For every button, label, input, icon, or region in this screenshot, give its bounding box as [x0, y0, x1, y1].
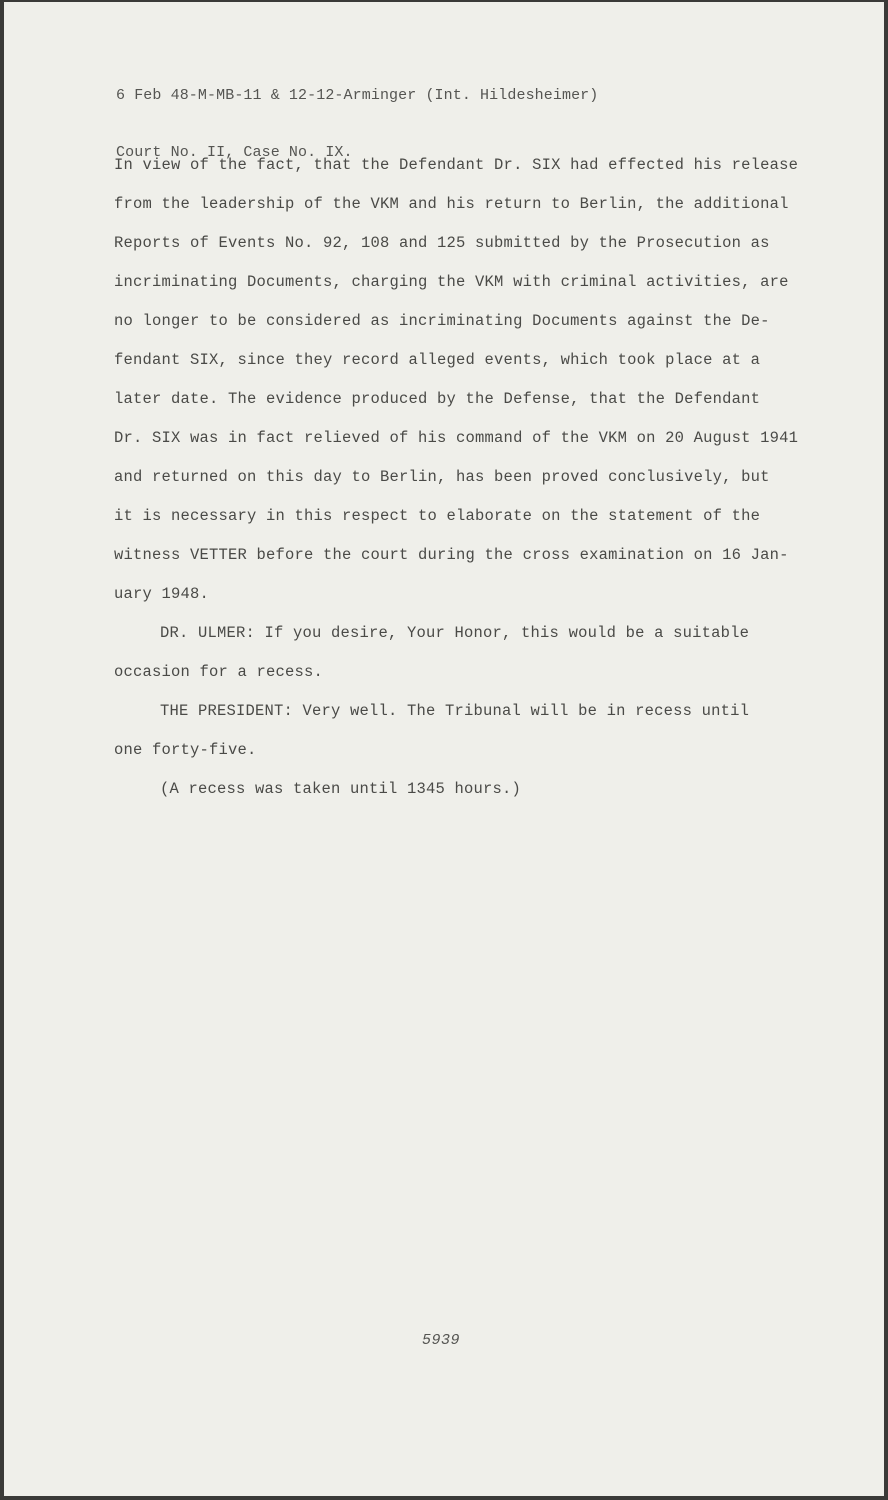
body-line: Reports of Events No. 92, 108 and 125 submitted by the Prosecution as — [114, 234, 770, 252]
body-line: later date. The evidence produced by the Defense, that the Defendant — [114, 390, 761, 408]
header-line-session: 6 Feb 48-M-MB-11 & 12-12-Arminger (Int. Hildesheimer) — [116, 87, 599, 104]
body-line: Dr. SIX was in fact relieved of his command of the VKM on 20 August 1941 — [114, 429, 799, 447]
transcript-body — [114, 146, 814, 809]
dialogue-ulmer-line1: DR. ULMER: If you desire, Your Honor, this would be a suitable — [160, 624, 750, 642]
dialogue-ulmer-line2: occasion for a recess. — [114, 663, 324, 681]
header-line-court-case: Court No. II, Case No. IX. — [116, 144, 353, 161]
body-line: and returned on this day to Berlin, has been proved conclusively, but — [114, 468, 770, 486]
page-number: 5939 — [422, 1332, 461, 1349]
body-line: witness VETTER before the court during the cross examination on 16 Jan- — [114, 546, 789, 564]
document-page — [4, 2, 884, 1496]
dialogue-president-line2: one forty-five. — [114, 741, 257, 759]
recess-note: (A recess was taken until 1345 hours.) — [160, 780, 522, 798]
body-line: no longer to be considered as incriminating Documents against the De- — [114, 312, 770, 330]
dialogue-president-line1: THE PRESIDENT: Very well. The Tribunal will be in recess until — [160, 702, 750, 720]
body-line: it is necessary in this respect to elaborate on the statement of the — [114, 507, 761, 525]
body-line: uary 1948. — [114, 585, 210, 603]
body-line: incriminating Documents, charging the VKM with criminal activities, are — [114, 273, 789, 291]
body-line: In view of the fact, that the Defendant Dr. SIX had effected his release — [114, 156, 799, 174]
body-line: fendant SIX, since they record alleged events, which took place at a — [114, 351, 761, 369]
body-line: from the leadership of the VKM and his return to Berlin, the additional — [114, 195, 789, 213]
